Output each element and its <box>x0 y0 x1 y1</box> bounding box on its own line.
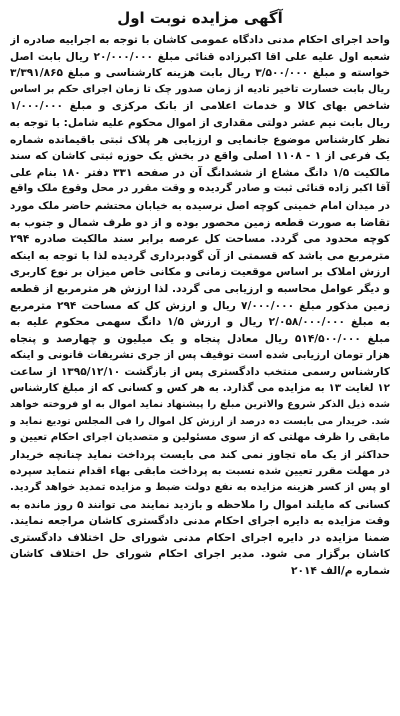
notice-line: حداکثر از یک ماه تجاوز نمی کند می بایست پرداخت نماید چنانچه خریدار <box>10 448 390 461</box>
notice-line: واحد اجرای احکام مدنی دادگاه عمومی کاشان با توجه به اجراییه صادره از <box>10 34 390 46</box>
notice-line: شد. خریدار می بایست ده درصد از ارزش کل اموال را فی المجلس تودیع نماید و <box>10 415 390 427</box>
notice-line: زمین مذکور مبلغ ۷/۰۰۰/۰۰۰ ریال و ارزش کل که مساحت ۲۹۴ مترمربع <box>10 299 390 312</box>
notice-line: خواسته و مبلغ ۳/۵۰۰/۰۰۰ ریال بابت هزینه کارشناسی و مبلغ ۳/۳۹۱/۸۶۵ <box>10 67 390 80</box>
notice-line: مترمربع می باشد که قسمتی از آن گودبرداری گردیده لذا با توجه به اینکه <box>10 249 390 262</box>
notice-line: هزار تومان ارزیابی شده است توقیف پس از جری تشریفات قانونی و اینکه <box>10 349 390 362</box>
notice-line: شعبه اول علیه علی اقا اکبرزاده قنائی مبلغ ۲۰/۰۰۰/۰۰۰ ریال بابت اصل <box>10 50 390 63</box>
notice-line: ارزش املاک بر اساس موقعیت زمانی و مکانی خاص میزان بر نوع کاربری <box>10 266 390 279</box>
notice-line: ریال بابت نیم عشر دولتی مقداری از اموال محکوم علیه شامل: با توجه به <box>10 116 390 129</box>
notice-line: آقا اکبر زاده قنائی ثبت و صادر گردیده و وقت مقرر در محل وقوع ملک واقع <box>10 183 390 195</box>
notice-line: مابقی را ظرف مهلتی که از سوی مسئولین و متصدیان اجرای احکام تعیین و <box>10 432 390 444</box>
notice-line: کاشان برگزار می شود. مدیر اجرای احکام شورای حل اختلاف کاشان <box>10 548 390 561</box>
notice-line: ۱۲ لغایت ۱۳ به مزایده می گذارد. به هر کس و کسانی که از مبلغ کارشناس <box>10 382 390 395</box>
notice-line: نظر کارشناس موضوع جانمایی و ارزیابی هر پلاک ثبتی باقیمانده شماره <box>10 133 390 146</box>
notice-line: به مبلغ ۲/۰۵۸/۰۰۰/۰۰۰ ریال و ارزش ۱/۵ دانگ سهمی محکوم علیه به <box>10 316 390 329</box>
notice-reference-number: شماره م/الف ۲۰۱۴ <box>291 565 390 577</box>
notice-line: ریال بابت خسارت تاخیر تادیه از زمان صدور چک تا زمان اجرای حکم بر اساس <box>10 83 390 95</box>
notice-line: در مهلت مقرر تعیین شده نسبت به پرداخت مابقی بهاء اقدام ننماید سپرده <box>10 465 390 478</box>
notice-line: مبلغ ۵۱۴/۵۰۰/۰۰۰ ریال معادل پنجاه و یک میلیون و چهارصد و پنجاه <box>10 332 390 345</box>
notice-line: ضمنا مزایده در دایره اجرای احکام مدنی شورای حل اختلاف دادگستری <box>10 531 390 544</box>
notice-line: و دیگر عوامل محاسبه و ارزیابی می گردد. لذا ارزش هر مترمربع از قطعه <box>10 282 390 295</box>
notice-line: کوچه محدود می گردد. مساحت کل عرصه برابر سند مالکیت صادره ۲۹۴ <box>10 233 390 246</box>
notice-line: شده ذیل الذکر شروع والاترین مبلغ را پیشنهاد نماید اموال به او فروخته خواهد <box>10 399 390 411</box>
notice-title: آگهی مزایده نوبت اول <box>117 9 283 27</box>
notice-line: کارشناس رسمی منتخب دادگستری پس از بازگشت ۱۳۹۵/۱۲/۱۰ از ساعت <box>10 365 390 378</box>
notice-line: در میدان امام خمینی کوچه اصل نرسیده به خیابان محتشم حاضر ملک مورد <box>10 199 390 212</box>
notice-line: یک فرعی از ۱ - ۱۱۰۸ اصلی واقع در بخش یک حوزه ثبتی کاشان که سند <box>10 150 390 163</box>
notice-line: شاخص بهای کالا و خدمات اعلامی از بانک مرکزی و مبلغ ۱/۰۰۰/۰۰۰ <box>10 100 390 113</box>
notice-body <box>10 32 390 580</box>
notice-line: مالکیت ۱/۵ دانگ مشاع از ششدانگ آن در صفحه ۳۳۱ دفتر ۱۸۰ بنام علی <box>10 166 390 179</box>
notice-line: کسانی که مایلند اموال را ملاحظه و بازدید نمایند می توانند ۵ روز مانده به <box>10 498 390 511</box>
notice-line: تقاضا به صورت قطعه زمین محصور بوده و از دو طرف شمال و جنوب به <box>10 216 390 229</box>
notice-line: او پس از کسر هزینه مزایده به نفع دولت ضبط و مزایده تمدید خواهد گردید. <box>10 482 390 494</box>
auction-notice <box>10 6 390 708</box>
notice-line: وقت مزایده به دایره اجرای احکام مدنی دادگستری کاشان مراجعه نمایند. <box>10 515 390 528</box>
